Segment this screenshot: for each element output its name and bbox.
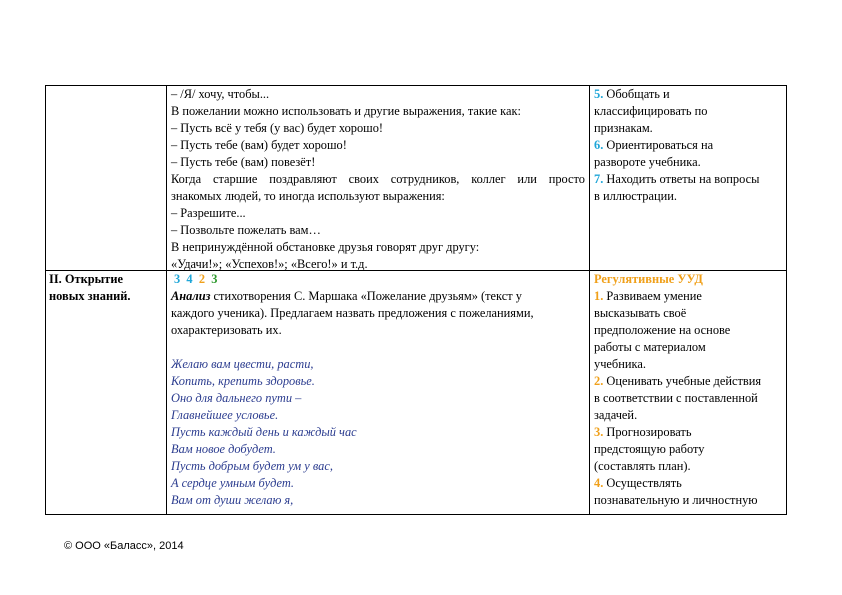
text-line: охарактеризовать их. — [171, 323, 282, 337]
item-text: учебника. — [594, 357, 646, 371]
badge-number: 2 — [198, 272, 206, 286]
text-line: В непринуждённой обстановке друзья говорят друг другу: — [171, 240, 480, 254]
stage-title: II. Открытие — [49, 272, 123, 286]
skill-item — [594, 171, 784, 188]
poem-line: А сердце умным будет. — [171, 476, 295, 490]
item-text: Находить ответы на вопросы — [606, 172, 760, 186]
uud-heading: Регулятивные УУД — [594, 272, 703, 286]
poem-line: Главнейшее условье. — [171, 408, 279, 422]
item-text: (составлять план). — [594, 459, 691, 473]
item-number: 5. — [594, 87, 604, 101]
item-text: Оценивать учебные действия — [606, 374, 762, 388]
poem-line: Пусть добрым будет ум у вас, — [171, 459, 333, 473]
item-number: 3. — [594, 425, 604, 439]
text-line: знакомых людей, то иногда используют выражения: — [171, 189, 445, 203]
poem-line: Оно для дальнего пути – — [171, 391, 302, 405]
text-line: Когда старшие поздравляют своих сотрудников, коллег или просто — [171, 172, 585, 186]
item-text: Осуществлять — [606, 476, 682, 490]
item-text: предположение на основе — [594, 323, 731, 337]
skill-item — [594, 288, 784, 305]
text-line: каждого ученика). Предлагаем назвать предложения с пожеланиями, — [171, 306, 534, 320]
poem-line: Вам от души желаю я, — [171, 493, 294, 507]
item-text: высказывать своё — [594, 306, 687, 320]
copyright-footer: © ООО «Баласс», 2014 — [64, 540, 184, 552]
skill-item — [594, 373, 784, 390]
item-text: в иллюстрации. — [594, 189, 677, 203]
item-text: классифицировать по — [594, 104, 708, 118]
number-badges — [171, 271, 585, 288]
badge-number: 3 — [211, 272, 218, 286]
item-text: Ориентироваться на — [606, 138, 714, 152]
item-text: Прогнозировать — [606, 425, 692, 439]
item-number: 6. — [594, 138, 604, 152]
item-text: задачей. — [594, 408, 638, 422]
item-text: развороте учебника. — [594, 155, 701, 169]
item-number: 2. — [594, 374, 604, 388]
text-line: «Удачи!»; «Успехов!»; «Всего!» и т.д. — [171, 257, 368, 271]
item-text: признакам. — [594, 121, 653, 135]
text-line: – Пусть тебе (вам) будет хорошо! — [171, 138, 347, 152]
row1-right-cell — [594, 86, 784, 205]
analysis-line — [171, 288, 585, 305]
skill-item — [594, 137, 784, 154]
stage-title: новых знаний. — [49, 289, 131, 303]
item-text: Развиваем умение — [606, 289, 702, 303]
blank-line — [171, 339, 585, 356]
poem-line: Желаю вам цвести, расти, — [171, 357, 314, 371]
badge-number: 4 — [186, 272, 193, 286]
skill-item — [594, 475, 784, 492]
row2-right-cell — [594, 271, 784, 509]
table-left-border — [45, 85, 46, 515]
text-line: – Позвольте пожелать вам… — [171, 223, 321, 237]
poem-line: Копить, крепить здоровье. — [171, 374, 315, 388]
row1-middle-cell — [171, 86, 585, 273]
analysis-text: стихотворения С. Маршака «Пожелание друзьям» (текст у — [210, 289, 522, 303]
item-text: познавательную и личностную — [594, 493, 758, 507]
item-text: предстоящую работу — [594, 442, 705, 456]
row2-middle-cell — [171, 271, 585, 509]
text-line: – Пусть всё у тебя (у вас) будет хорошо! — [171, 121, 384, 135]
row2-stage-cell — [49, 271, 164, 305]
item-text: Обобщать и — [606, 87, 670, 101]
item-number: 4. — [594, 476, 604, 490]
text-line: – Разрешите... — [171, 206, 246, 220]
skill-item — [594, 86, 784, 103]
item-number: 1. — [594, 289, 604, 303]
item-text: в соответствии с поставленной — [594, 391, 758, 405]
text-line: – /Я/ хочу, чтобы... — [171, 87, 270, 101]
item-text: работы с материалом — [594, 340, 706, 354]
col-divider-1 — [166, 85, 167, 515]
analysis-keyword: Анализ — [171, 289, 211, 303]
text-line: В пожелании можно использовать и другие выражения, такие как: — [171, 104, 521, 118]
poem-line: Вам новое добудет. — [171, 442, 276, 456]
badge-number: 3 — [174, 272, 181, 286]
text-line: – Пусть тебе (вам) повезёт! — [171, 155, 316, 169]
skill-item — [594, 424, 784, 441]
col-divider-2 — [589, 85, 590, 515]
poem-line: Пусть каждый день и каждый час — [171, 425, 357, 439]
item-number: 7. — [594, 172, 604, 186]
table-bottom-border — [45, 514, 787, 515]
table-right-border — [786, 85, 787, 515]
